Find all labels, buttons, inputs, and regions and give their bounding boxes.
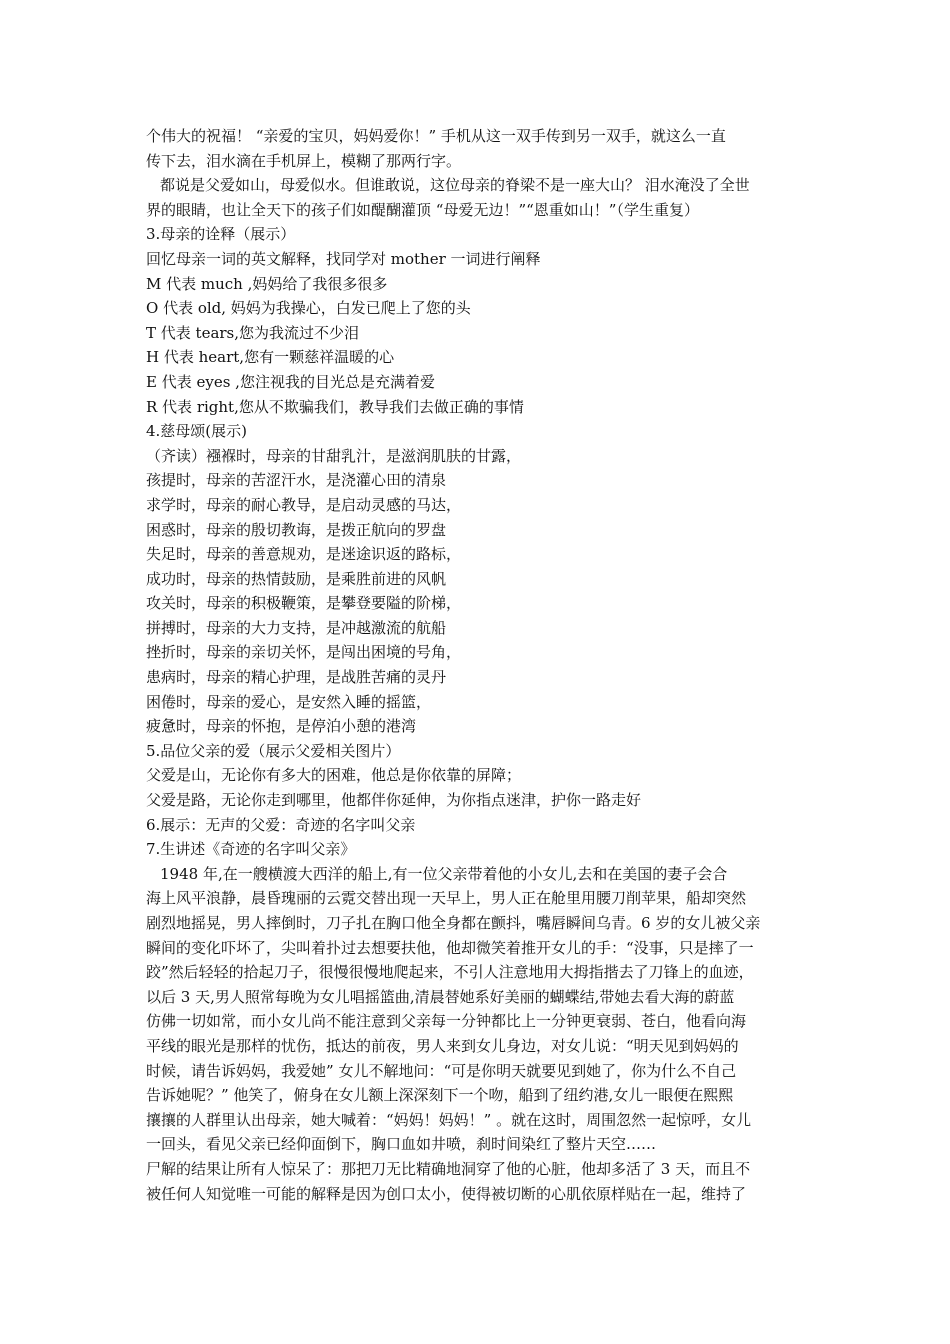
- text-line: 一回头，看见父亲已经仰面倒下，胸口血如井喷，刹时间染红了整片天空……: [146, 1135, 657, 1154]
- text-line: 回忆母亲一词的英文解释，找同学对 mother 一词进行阐释: [146, 249, 541, 268]
- text-line: 7.生讲述《奇迹的名字叫父亲》: [146, 840, 356, 859]
- text-line: 拼搏时，母亲的大力支持，是冲越激流的航船: [146, 618, 447, 637]
- text-line: 仿佛一切如常，而小女儿尚不能注意到父亲每一分钟都比上一分钟更衰弱、苍白，他看向海: [146, 1012, 747, 1031]
- text-line: 时候，请告诉妈妈，我爱她” 女儿不解地问：“可是你明天就要见到她了，你为什么不自己: [146, 1061, 737, 1080]
- text-line: E 代表 eyes ,您注视我的目光总是充满着爱: [146, 372, 435, 391]
- text-line: 4.慈母颂(展示): [146, 422, 248, 441]
- text-line: 6.展示：无声的父爱：奇迹的名字叫父亲: [146, 815, 416, 834]
- text-line: H 代表 heart,您有一颗慈祥温暖的心: [146, 348, 395, 367]
- text-line: T 代表 tears,您为我流过不少泪: [146, 323, 360, 342]
- text-line: 被任何人知觉唯一可能的解释是因为创口太小，使得被切断的心肌依原样贴在一起，维持了: [146, 1184, 747, 1203]
- text-line: 跤”然后轻轻的拾起刀子，很慢很慢地爬起来，不引人注意地用大拇指揩去了刀锋上的血迹，: [146, 963, 754, 982]
- text-line: 5.品位父亲的爱（展示父爱相关图片）: [146, 741, 401, 760]
- text-line: 传下去，泪水滴在手机屏上，模糊了那两行字。: [146, 151, 462, 170]
- text-line: 疲惫时，母亲的怀抱，是停泊小憩的港湾: [146, 717, 417, 736]
- document-body: [146, 124, 810, 1206]
- text-line: O 代表 old, 妈妈为我操心，白发已爬上了您的头: [146, 299, 471, 318]
- text-line: 困倦时，母亲的爱心，是安然入睡的摇篮，: [146, 692, 432, 711]
- text-line: 失足时，母亲的善意规劝，是迷途识返的路标，: [146, 545, 462, 564]
- text-line: 攘攘的人群里认出母亲，她大喊着：“妈妈！妈妈！” 。就在这时，周围忽然一起惊呼，女儿: [146, 1110, 752, 1129]
- text-line: 困惑时，母亲的殷切教诲，是拨正航向的罗盘: [146, 520, 447, 539]
- text-line: 挫折时，母亲的亲切关怀，是闯出困境的号角，: [146, 643, 462, 662]
- text-line: 求学时，母亲的耐心教导，是启动灵感的马达，: [146, 495, 462, 514]
- text-line: 剧烈地摇晃，男人摔倒时，刀子扎在胸口他全身都在颤抖，嘴唇瞬间乌青。6 岁的女儿被父亲: [146, 914, 761, 932]
- text-line: 尸解的结果让所有人惊呆了：那把刀无比精确地洞穿了他的心脏，他却多活了 3 天，而且不: [146, 1159, 751, 1178]
- text-line: 都说是父爱如山，母爱似水。但谁敢说，这位母亲的脊梁不是一座大山？ 泪水淹没了全世: [160, 176, 750, 195]
- text-line: M 代表 much ,妈妈给了我很多很多: [146, 274, 388, 293]
- text-line: 瞬间的变化吓坏了，尖叫着扑过去想要扶他，他却微笑着推开女儿的手：“没事，只是摔了一: [146, 938, 754, 957]
- text-line: 3.母亲的诠释（展示）: [146, 225, 296, 244]
- text-line: 以后 3 天,男人照常每晚为女儿唱摇篮曲,清晨替她系好美丽的蝴蝶结,带她去看大海的蔚蓝: [146, 987, 735, 1006]
- text-line: R 代表 right,您从不欺骗我们，教导我们去做正确的事情: [146, 397, 524, 416]
- text-line: 孩提时，母亲的苦涩汗水，是浇灌心田的清泉: [146, 471, 447, 490]
- text-line: 平线的眼光是那样的忧伤，抵达的前夜，男人来到女儿身边，对女儿说：“明天见到妈妈的: [146, 1036, 739, 1055]
- text-line: 父爱是山，无论你有多大的困难，他总是你依靠的屏障；: [146, 766, 522, 785]
- text-line: （齐读）襁褓时，母亲的甘甜乳汁，是滋润肌肤的甘露，: [146, 446, 522, 465]
- text-line: 攻关时，母亲的积极鞭策，是攀登要隘的阶梯，: [146, 594, 462, 613]
- text-line: 个伟大的祝福！ “亲爱的宝贝，妈妈爱你！” 手机从这一双手传到另一双手，就这么一直: [146, 127, 726, 145]
- text-line: 1948 年,在一艘横渡大西洋的船上,有一位父亲带着他的小女儿,去和在美国的妻子会合: [160, 864, 728, 883]
- text-line: 告诉她呢？” 他笑了，俯身在女儿额上深深刻下一个吻，船到了纽约港,女儿一眼便在熙熙: [146, 1086, 734, 1105]
- text-line: 父爱是路，无论你走到哪里，他都伴你延伸，为你指点迷津，护你一路走好: [146, 791, 642, 810]
- text-line: 患病时，母亲的精心护理，是战胜苦痛的灵丹: [146, 668, 447, 687]
- text-line: 海上风平浪静，晨昏瑰丽的云霓交替出现一天早上，男人正在舱里用腰刀削苹果，船却突然: [146, 889, 747, 908]
- text-line: 成功时，母亲的热情鼓励，是乘胜前进的风帆: [146, 569, 447, 588]
- text-line: 界的眼睛，也让全天下的孩子们如醍醐灌顶 “母爱无边！”“恩重如山！”（学生重复）: [146, 200, 699, 219]
